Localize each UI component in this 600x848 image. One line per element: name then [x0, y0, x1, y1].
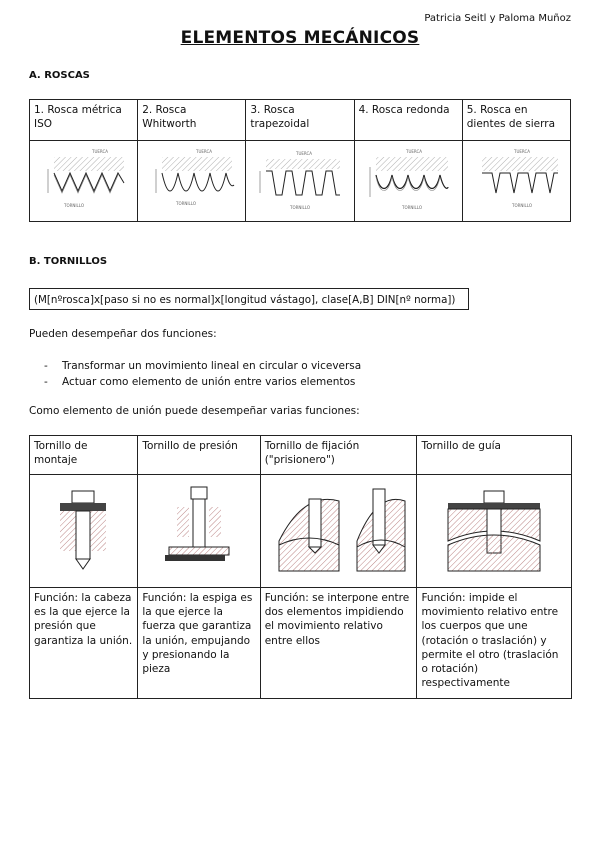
list-item: - Actuar como elemento de unión entre varios elementos — [44, 376, 356, 388]
roscas-table — [29, 99, 571, 222]
rosca-metrica-diagram — [30, 141, 138, 222]
tornillo-presion-name: Tornillo de presión — [138, 436, 260, 475]
rosca-label-4: 4. Rosca redonda — [354, 100, 462, 141]
rosca-label-5: 5. Rosca en dientes de sierra — [462, 100, 570, 141]
tornillo-montaje-name: Tornillo de montaje — [30, 436, 138, 475]
tuerca-label: TUERCA — [406, 149, 423, 154]
rosca-dientes-sierra-diagram — [462, 141, 570, 222]
tornillo-montaje-function: Función: la cabeza es la que ejerce la presión que garantiza la unión. — [30, 588, 138, 699]
tornillo-guia-name: Tornillo de guía — [417, 436, 572, 475]
rosca-whitworth-diagram — [138, 141, 246, 222]
tornillo-label: TORNILLO — [175, 201, 196, 206]
tornillo-fijacion-function: Función: se interpone entre dos elementos impidiendo el movimiento relativo entre ellos — [260, 588, 417, 699]
rosca-label-2: 2. Rosca Whitworth — [138, 100, 246, 141]
page-title: ELEMENTOS MECÁNICOS — [180, 28, 420, 48]
rosca-redonda-diagram — [354, 141, 462, 222]
tornillo-presion-function: Función: la espiga es la que ejerce la fuerza que garantiza la unión, empujando y presionando la pieza — [138, 588, 260, 699]
tornillo-label: TORNILLO — [289, 205, 310, 210]
functions-intro: Pueden desempeñar dos funciones: — [29, 328, 217, 340]
tornillo-montaje-diagram — [30, 475, 138, 588]
union-intro: Como elemento de unión puede desempeñar varias funciones: — [29, 405, 360, 417]
tornillo-presion-diagram — [138, 475, 260, 588]
list-item: - Transformar un movimiento lineal en circular o viceversa — [44, 360, 362, 372]
tornillo-guia-function: Función: impide el movimiento relativo entre los cuerpos que une (rotación o traslación) y permite el otro (traslación o rotación) respectivamente — [417, 588, 572, 699]
functions-list — [44, 358, 361, 390]
tornillo-fijacion-diagram — [260, 475, 417, 588]
section-roscas-heading: A. ROSCAS — [29, 70, 90, 81]
tuerca-label: TUERCA — [195, 149, 212, 154]
section-tornillos-heading: B. TORNILLOS — [29, 256, 108, 267]
tornillo-guia-diagram — [417, 475, 572, 588]
rosca-label-3: 3. Rosca trapezoidal — [246, 100, 354, 141]
tornillo-label: TORNILLO — [512, 203, 533, 208]
tuerca-label: TUERCA — [514, 149, 531, 154]
tornillo-label: TORNILLO — [63, 203, 84, 208]
tornillos-table — [29, 435, 572, 699]
designation-formula: (M[nºrosca]x[paso si no es normal]x[longitud vástago], clase[A,B] DIN[nº norma]) — [29, 288, 469, 310]
rosca-trapezoidal-diagram — [246, 141, 354, 222]
tornillo-label: TORNILLO — [402, 205, 423, 210]
author-name: Patricia Seitl y Paloma Muñoz — [424, 13, 571, 24]
tornillo-fijacion-name: Tornillo de fijación ("prisionero") — [260, 436, 417, 475]
tuerca-label: TUERCA — [295, 151, 312, 156]
rosca-label-1: 1. Rosca métrica ISO — [30, 100, 138, 141]
tuerca-label: TUERCA — [91, 149, 108, 154]
